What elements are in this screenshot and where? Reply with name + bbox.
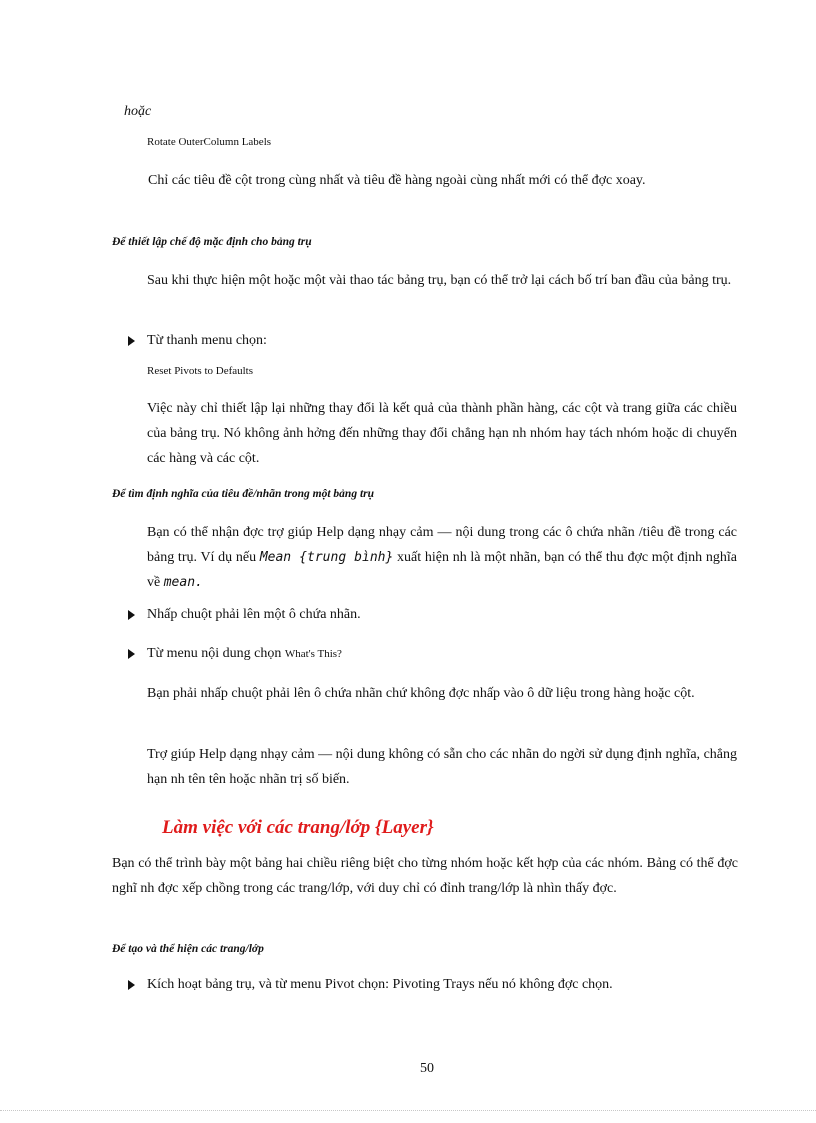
bullet-text: Nhấp chuột phải lên một ô chứa nhãn. xyxy=(147,607,361,622)
menu-item-whats-this: What's This? xyxy=(284,648,342,660)
heading-default-layout: Để thiết lập chế độ mặc định cho bảng trụ xyxy=(112,236,312,248)
triangle-right-icon xyxy=(128,980,135,990)
define-term-mean-2: mean. xyxy=(163,575,203,590)
rotate-note-paragraph: Chỉ các tiêu đề cột trong cùng nhất và tiêu đề hàng ngoài cùng nhất mới có thể đợc xoay. xyxy=(148,173,646,188)
must-right-click-paragraph: Bạn phải nhấp chuột phải lên ô chứa nhãn chứ không đợc nhấp vào ô dữ liệu trong hàng hoặc cột. xyxy=(147,686,695,701)
heading-define-labels: Để tìm định nghĩa của tiêu đề/nhãn trong một bảng trụ xyxy=(112,488,375,500)
help-availability-paragraph: Trợ giúp Help dạng nhạy cảm — nội dung không có sẵn cho các nhãn do ngời sử dụng định nghĩa, chẳng hạn nh tên tên hoặc nhãn trị số biến. xyxy=(147,747,737,787)
section-title: Làm việc với các trang/lớp {Layer} xyxy=(162,817,434,838)
page-bottom-divider xyxy=(0,1110,816,1111)
bullet-item-menu xyxy=(128,333,267,349)
bullet-text: Từ menu nội dung chọn xyxy=(147,646,282,661)
triangle-right-icon xyxy=(128,610,135,620)
default-paragraph: Sau khi thực hiện một hoặc một vài thao tác bảng trụ, bạn có thể trở lại cách bố trí ban đầu của bảng trụ. xyxy=(147,273,732,288)
bullet-item-right-click xyxy=(128,607,361,623)
triangle-right-icon xyxy=(128,336,135,346)
reset-paragraph: Việc này chỉ thiết lập lại những thay đổi là kết quả của thành phần hàng, các cột và trang giữa các chiều của bảng trụ. Nó không ảnh hởng đến những thay đổi chẳng hạn nh nhóm hay tách nhóm hoặc di chuyển các hàng và các cột. xyxy=(147,401,737,466)
layer-paragraph: Bạn có thể trình bày một bảng hai chiều riêng biệt cho từng nhóm hoặc kết hợp của các nhóm. Bảng có thể đợc nghĩ nh đợc xếp chồng trong các trang/lớp, với duy chỉ có đỉnh trang/lớp là nhìn thấy đợc. xyxy=(112,856,738,896)
triangle-right-icon xyxy=(128,649,135,659)
define-text-a: Bạn có thể nhận đợc trợ giúp Help dạng nhạy cảm — nội dung trong các ô chứa nhãn /tiêu đề trong các bảng trụ. Ví dụ nếu xyxy=(147,525,737,565)
bullet-text: Kích hoạt bảng trụ, và từ menu Pivot chọn: Pivoting Trays nếu nó không đợc chọn. xyxy=(147,977,613,992)
text-hoac: hoặc xyxy=(124,104,152,119)
define-text-b: xuất hiện nh là một nhãn, bạn có thể thu đợc một định nghĩa về xyxy=(147,550,737,590)
bullet-item-context-menu xyxy=(128,646,342,662)
page-number: 50 xyxy=(420,1061,434,1076)
define-term-mean: Mean {trung bình} xyxy=(259,550,394,565)
heading-create-layers: Để tạo và thể hiện các trang/lớp xyxy=(112,943,264,955)
define-paragraph xyxy=(147,520,737,595)
bullet-text: Từ thanh menu chọn: xyxy=(147,333,267,348)
menu-path-reset: Reset Pivots to Defaults xyxy=(147,365,254,377)
bullet-item-activate xyxy=(128,977,613,993)
menu-path-rotate: Rotate OuterColumn Labels xyxy=(147,136,272,148)
